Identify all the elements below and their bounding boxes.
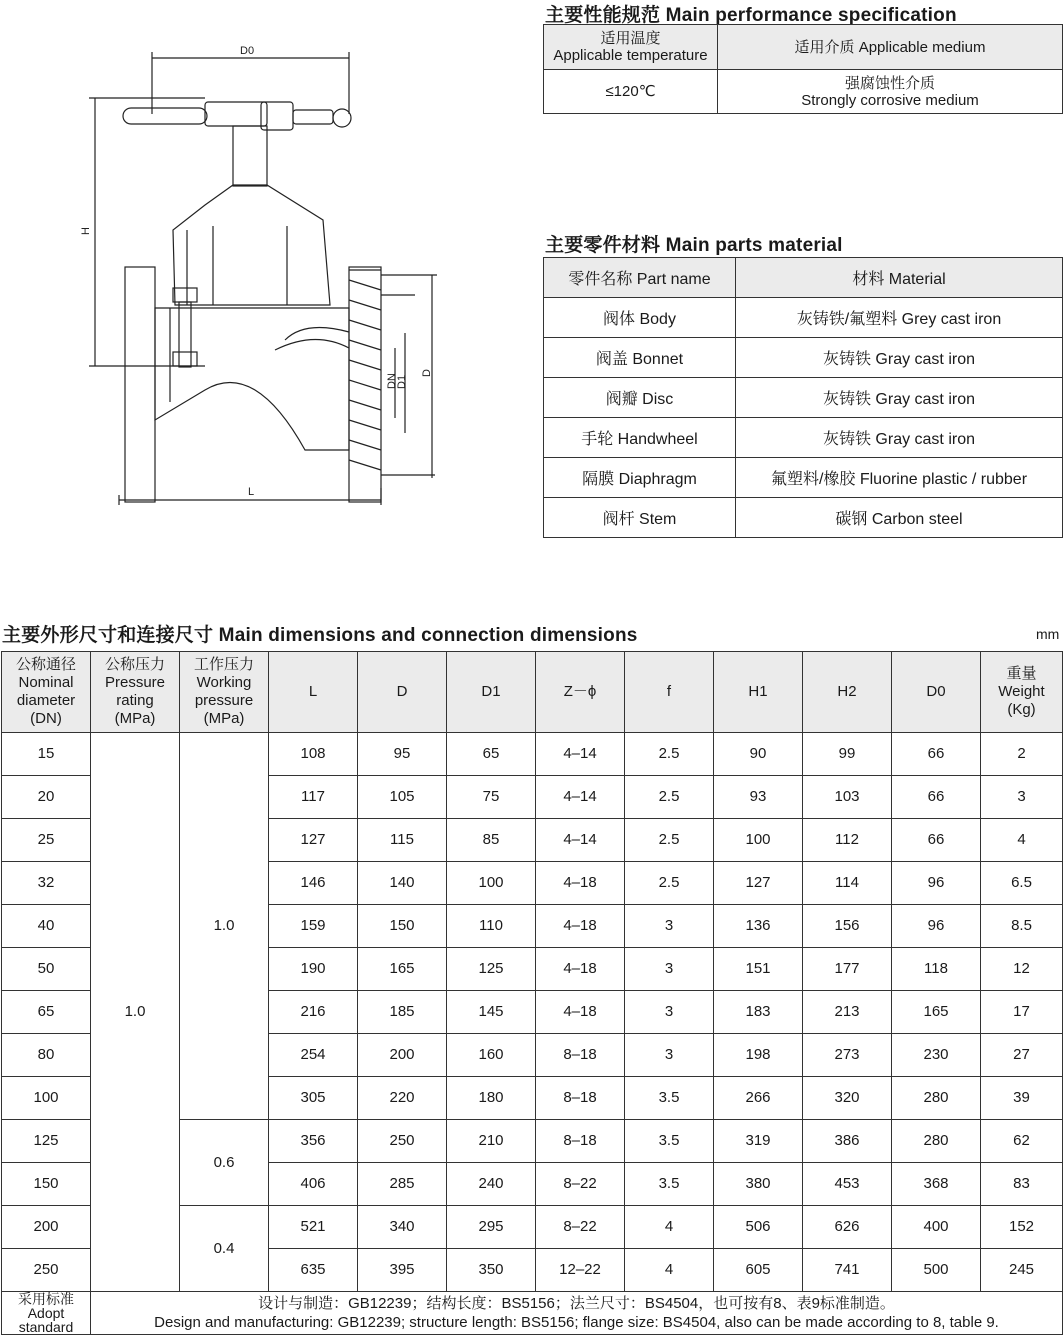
cell-d: 220 — [358, 1077, 447, 1120]
header-text: (MPa) — [114, 710, 156, 727]
cell-h1: 605 — [714, 1249, 803, 1292]
cell-h2: 273 — [803, 1034, 892, 1077]
header-text: 公称压力 — [104, 656, 165, 673]
standard-label-en: standard — [18, 1319, 74, 1335]
perf-header-temp-en: Applicable temperature — [553, 47, 708, 64]
cell-f: 2.5 — [625, 776, 714, 819]
cell-l: 190 — [269, 948, 358, 991]
perf-table — [543, 24, 1063, 114]
cell-h2: 103 — [803, 776, 892, 819]
cell-z: 8–22 — [536, 1206, 625, 1249]
cell-pressure-rating: 1.0 — [91, 733, 180, 1292]
table-row — [2, 733, 1063, 776]
cell-d1: 125 — [447, 948, 536, 991]
header-nominal-diameter — [2, 652, 91, 733]
cell-w: 3 — [981, 776, 1063, 819]
cell-d: 95 — [358, 733, 447, 776]
cell-h1: 266 — [714, 1077, 803, 1120]
cell-h1: 100 — [714, 819, 803, 862]
cell-w: 2 — [981, 733, 1063, 776]
cell-d: 165 — [358, 948, 447, 991]
cell-d: 150 — [358, 905, 447, 948]
parts-header-material: 材料 Material — [736, 258, 1063, 298]
dims-unit: mm — [1036, 626, 1060, 642]
cell-f: 4 — [625, 1249, 714, 1292]
part-material: 氟塑料/橡胶 Fluorine plastic / rubber — [736, 458, 1063, 498]
standard-text-cn: 设计与制造：GB12239；结构长度：BS5156；法兰尺寸：BS4504，也可按有8、表9标准制造。 — [258, 1295, 895, 1312]
cell-d1: 65 — [447, 733, 536, 776]
cell-dn: 250 — [2, 1249, 91, 1292]
cell-h1: 183 — [714, 991, 803, 1034]
cell-d: 185 — [358, 991, 447, 1034]
dims-table — [1, 651, 1063, 1335]
cell-d1: 110 — [447, 905, 536, 948]
perf-value-medium — [718, 70, 1063, 114]
cell-d: 105 — [358, 776, 447, 819]
cell-working-pressure: 0.4 — [180, 1206, 269, 1292]
cell-h2: 112 — [803, 819, 892, 862]
header-d0: D0 — [892, 652, 981, 733]
cell-d1: 85 — [447, 819, 536, 862]
perf-value-medium-en: Strongly corrosive medium — [801, 91, 979, 109]
cell-dn: 100 — [2, 1077, 91, 1120]
cell-h1: 136 — [714, 905, 803, 948]
cell-d: 395 — [358, 1249, 447, 1292]
cell-d0: 96 — [892, 905, 981, 948]
header-text: Working — [196, 674, 252, 691]
cell-dn: 15 — [2, 733, 91, 776]
cell-d0: 368 — [892, 1163, 981, 1206]
cell-dn: 50 — [2, 948, 91, 991]
part-name: 隔膜 Diaphragm — [544, 458, 736, 498]
cell-h2: 177 — [803, 948, 892, 991]
part-material: 灰铸铁 Gray cast iron — [736, 418, 1063, 458]
header-l: L — [269, 652, 358, 733]
perf-title: 主要性能规范 Main performance specification — [545, 5, 957, 26]
cell-dn: 80 — [2, 1034, 91, 1077]
cell-d: 340 — [358, 1206, 447, 1249]
cell-z: 4–18 — [536, 991, 625, 1034]
header-f: f — [625, 652, 714, 733]
table-row — [544, 338, 1063, 378]
valve-drawing — [55, 30, 455, 510]
perf-header-temp — [544, 25, 718, 70]
cell-h2: 741 — [803, 1249, 892, 1292]
cell-h1: 380 — [714, 1163, 803, 1206]
cell-f: 3.5 — [625, 1120, 714, 1163]
cell-h2: 386 — [803, 1120, 892, 1163]
cell-d1: 100 — [447, 862, 536, 905]
d0-label: D0 — [240, 45, 255, 57]
header-text: rating — [116, 692, 154, 709]
cell-h1: 198 — [714, 1034, 803, 1077]
cell-d0: 400 — [892, 1206, 981, 1249]
l-label: L — [248, 486, 255, 498]
cell-h2: 156 — [803, 905, 892, 948]
parts-title: 主要零件材料 Main parts material — [545, 235, 843, 256]
cell-l: 127 — [269, 819, 358, 862]
cell-d0: 500 — [892, 1249, 981, 1292]
cell-d: 285 — [358, 1163, 447, 1206]
standard-text — [91, 1292, 1063, 1335]
cell-f: 3 — [625, 905, 714, 948]
cell-working-pressure: 1.0 — [180, 733, 269, 1120]
cell-dn: 40 — [2, 905, 91, 948]
header-h2: H2 — [803, 652, 892, 733]
dn-label: DN — [386, 373, 398, 389]
table-row — [544, 378, 1063, 418]
header-text: 重量 — [1006, 665, 1037, 682]
cell-d0: 66 — [892, 733, 981, 776]
part-material: 碳钢 Carbon steel — [736, 498, 1063, 538]
cell-dn: 150 — [2, 1163, 91, 1206]
cell-l: 406 — [269, 1163, 358, 1206]
cell-h2: 320 — [803, 1077, 892, 1120]
cell-d: 250 — [358, 1120, 447, 1163]
dims-title: 主要外形尺寸和连接尺寸 Main dimensions and connection dimensions — [2, 625, 638, 646]
cell-d: 140 — [358, 862, 447, 905]
cell-d1: 295 — [447, 1206, 536, 1249]
cell-w: 6.5 — [981, 862, 1063, 905]
cell-f: 2.5 — [625, 819, 714, 862]
header-z-phi: Z－ϕ — [536, 652, 625, 733]
cell-d0: 118 — [892, 948, 981, 991]
d-label: D — [421, 369, 433, 377]
cell-w: 245 — [981, 1249, 1063, 1292]
cell-f: 3.5 — [625, 1163, 714, 1206]
cell-h1: 127 — [714, 862, 803, 905]
cell-h1: 151 — [714, 948, 803, 991]
cell-z: 4–14 — [536, 776, 625, 819]
cell-dn: 200 — [2, 1206, 91, 1249]
cell-d0: 280 — [892, 1077, 981, 1120]
part-name: 阀体 Body — [544, 298, 736, 338]
cell-z: 8–18 — [536, 1034, 625, 1077]
header-d: D — [358, 652, 447, 733]
cell-h1: 93 — [714, 776, 803, 819]
cell-l: 305 — [269, 1077, 358, 1120]
perf-header-temp-cn: 适用温度 — [600, 30, 661, 47]
cell-f: 3 — [625, 1034, 714, 1077]
header-text: (DN) — [30, 710, 62, 727]
cell-dn: 20 — [2, 776, 91, 819]
perf-header-medium: 适用介质 Applicable medium — [718, 25, 1063, 70]
cell-f: 4 — [625, 1206, 714, 1249]
header-text: Pressure — [104, 674, 166, 691]
header-h1: H1 — [714, 652, 803, 733]
header-d1: D1 — [447, 652, 536, 733]
cell-l: 254 — [269, 1034, 358, 1077]
cell-h1: 319 — [714, 1120, 803, 1163]
cell-z: 4–14 — [536, 819, 625, 862]
cell-l: 216 — [269, 991, 358, 1034]
cell-d: 200 — [358, 1034, 447, 1077]
header-working-pressure — [180, 652, 269, 733]
cell-z: 4–14 — [536, 733, 625, 776]
part-name: 阀瓣 Disc — [544, 378, 736, 418]
cell-h2: 626 — [803, 1206, 892, 1249]
cell-dn: 65 — [2, 991, 91, 1034]
cell-f: 2.5 — [625, 733, 714, 776]
header-weight — [981, 652, 1063, 733]
cell-working-pressure: 0.6 — [180, 1120, 269, 1206]
cell-z: 4–18 — [536, 905, 625, 948]
standard-label-en: Adopt — [27, 1305, 65, 1321]
cell-d1: 160 — [447, 1034, 536, 1077]
cell-h2: 114 — [803, 862, 892, 905]
cell-w: 152 — [981, 1206, 1063, 1249]
part-material: 灰铸铁 Gray cast iron — [736, 378, 1063, 418]
cell-d1: 180 — [447, 1077, 536, 1120]
cell-d1: 75 — [447, 776, 536, 819]
header-text: 公称通径 — [15, 656, 76, 673]
cell-d0: 66 — [892, 776, 981, 819]
cell-h2: 213 — [803, 991, 892, 1034]
cell-d1: 350 — [447, 1249, 536, 1292]
cell-w: 62 — [981, 1120, 1063, 1163]
cell-w: 39 — [981, 1077, 1063, 1120]
header-pressure-rating — [91, 652, 180, 733]
cell-l: 159 — [269, 905, 358, 948]
cell-d0: 96 — [892, 862, 981, 905]
standard-text-en: Design and manufacturing: GB12239; structure length: BS5156; flange size: BS4504, also can be made according to 8, table 9. — [154, 1314, 999, 1331]
part-name: 阀盖 Bonnet — [544, 338, 736, 378]
part-name: 阀杆 Stem — [544, 498, 736, 538]
cell-w: 17 — [981, 991, 1063, 1034]
parts-header-name: 零件名称 Part name — [544, 258, 736, 298]
standard-label — [2, 1292, 91, 1335]
header-text: (Kg) — [1007, 701, 1036, 718]
cell-w: 83 — [981, 1163, 1063, 1206]
cell-l: 146 — [269, 862, 358, 905]
cell-d1: 240 — [447, 1163, 536, 1206]
perf-value-temp: ≤120℃ — [544, 70, 718, 114]
cell-l: 117 — [269, 776, 358, 819]
cell-d0: 66 — [892, 819, 981, 862]
table-row — [544, 298, 1063, 338]
parts-table — [543, 257, 1063, 538]
cell-l: 635 — [269, 1249, 358, 1292]
cell-f: 3 — [625, 991, 714, 1034]
cell-h2: 453 — [803, 1163, 892, 1206]
cell-f: 3.5 — [625, 1077, 714, 1120]
cell-d: 115 — [358, 819, 447, 862]
standard-label-cn: 采用标准 — [18, 1291, 74, 1307]
cell-l: 521 — [269, 1206, 358, 1249]
cell-d1: 210 — [447, 1120, 536, 1163]
cell-d0: 280 — [892, 1120, 981, 1163]
cell-f: 2.5 — [625, 862, 714, 905]
cell-h1: 90 — [714, 733, 803, 776]
header-text: pressure — [194, 692, 254, 709]
header-text: Weight — [998, 683, 1045, 700]
cell-w: 12 — [981, 948, 1063, 991]
cell-dn: 32 — [2, 862, 91, 905]
cell-h2: 99 — [803, 733, 892, 776]
table-row — [544, 458, 1063, 498]
header-text: 工作压力 — [193, 656, 254, 673]
part-name: 手轮 Handwheel — [544, 418, 736, 458]
cell-l: 108 — [269, 733, 358, 776]
table-row — [544, 418, 1063, 458]
part-material: 灰铸铁 Gray cast iron — [736, 338, 1063, 378]
cell-z: 4–18 — [536, 948, 625, 991]
cell-dn: 125 — [2, 1120, 91, 1163]
cell-z: 4–18 — [536, 862, 625, 905]
cell-w: 27 — [981, 1034, 1063, 1077]
cell-w: 4 — [981, 819, 1063, 862]
cell-w: 8.5 — [981, 905, 1063, 948]
h-label: H — [80, 227, 92, 235]
cell-h1: 506 — [714, 1206, 803, 1249]
cell-f: 3 — [625, 948, 714, 991]
cell-dn: 25 — [2, 819, 91, 862]
cell-d1: 145 — [447, 991, 536, 1034]
cell-z: 8–18 — [536, 1077, 625, 1120]
perf-value-medium-cn: 强腐蚀性介质 — [844, 74, 935, 92]
cell-d0: 230 — [892, 1034, 981, 1077]
cell-z: 12–22 — [536, 1249, 625, 1292]
header-text: diameter — [16, 692, 76, 709]
header-text: (MPa) — [203, 710, 245, 727]
cell-d0: 165 — [892, 991, 981, 1034]
part-material: 灰铸铁/氟塑料 Grey cast iron — [736, 298, 1063, 338]
d1-label: D1 — [396, 374, 408, 389]
cell-z: 8–18 — [536, 1120, 625, 1163]
header-text: Nominal — [18, 674, 74, 691]
cell-z: 8–22 — [536, 1163, 625, 1206]
table-row — [544, 498, 1063, 538]
cell-l: 356 — [269, 1120, 358, 1163]
